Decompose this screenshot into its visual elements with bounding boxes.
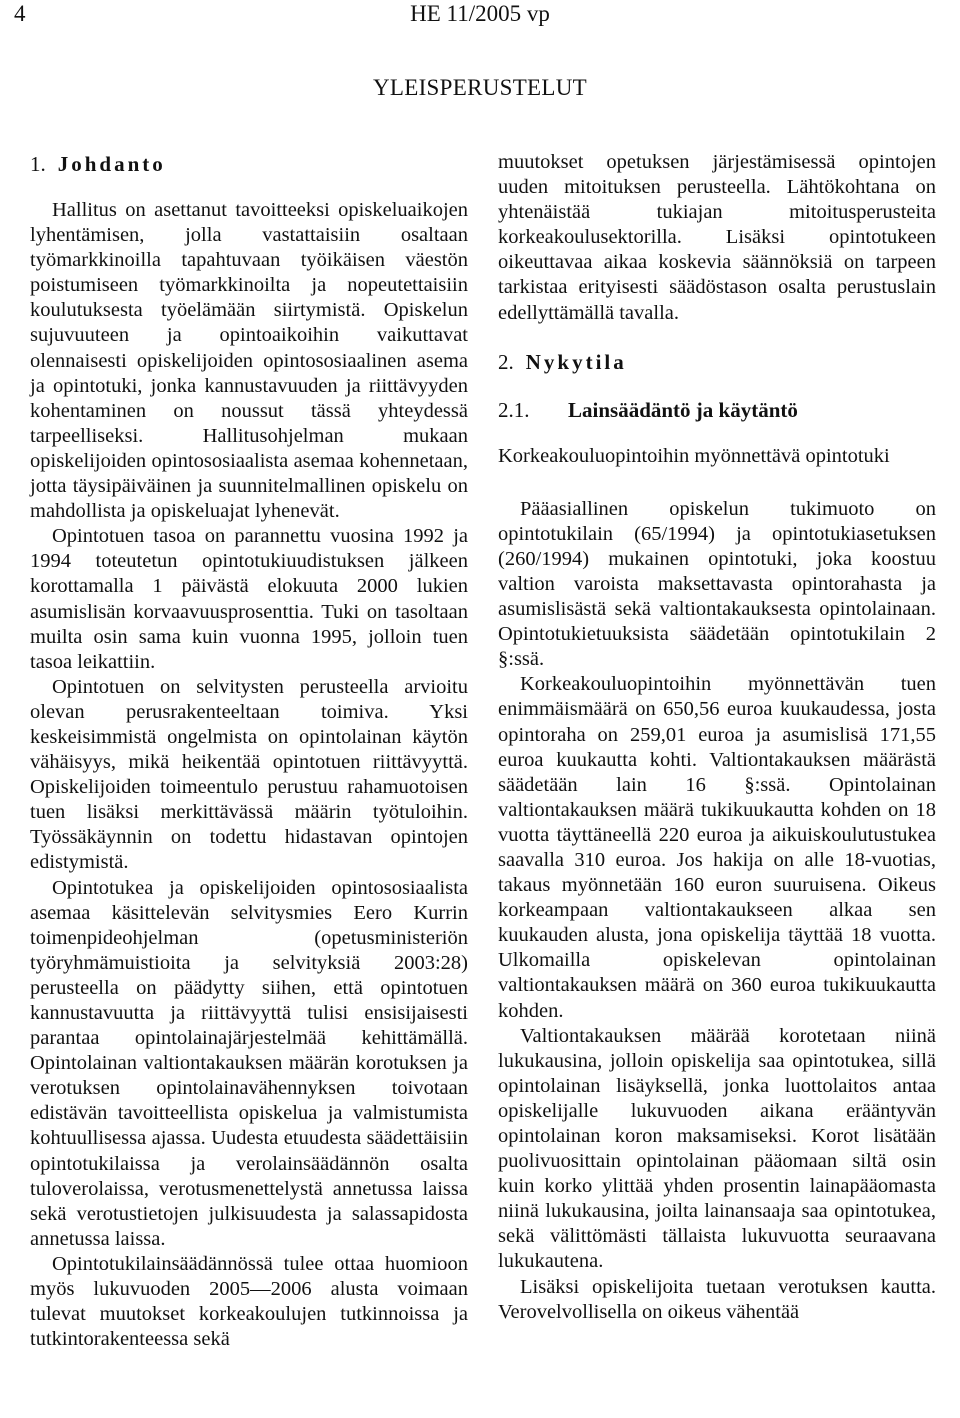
right-column	[498, 150, 936, 1325]
paragraph: Opintotuen on selvitysten perusteella arvioitu olevan perusrakenteeltaan toimiva. Yksi keskeisimmistä ongelmista on opintolainan käytön vähäisyys, mikä heikentää opintotuen riittävyyttä. Opiskelijoiden toimeentulo perustuu rahamuotoisen tuen lisäksi merkittävässä määrin työtuloihin. Työssäkäynnin on todettu hidastavan opintojen edistymistä.	[30, 675, 468, 874]
section-heading-2	[498, 348, 936, 376]
section-number: 1.	[30, 152, 46, 176]
paragraph: Hallitus on asettanut tavoitteeksi opiskeluaikojen lyhentämisen, jolla vastattaisiin osaltaan työmarkkinoilla tapahtuvaan työikäisen väestön poistumiseen työmarkkinoilta ja nopeutettaisiin koulutuksesta työelämään siirtymistä. Opiskelun sujuvuuteen ja opintoaikoihin vaikuttavat olennaisesti opiskelijoiden opintososiaalinen asema ja opintotuki, jonka kannustavuuden ja riittävyyden kohentaminen on noussut tässä yhteydessä tarpeelliseksi. Hallitusohjelman mukaan opiskelijoiden opintososiaalista asemaa kohennetaan, jotta täysipäiväinen ja suunnitelmallinen opiskelu on mahdollista ja opiskeluajat lyhenevät.	[30, 199, 468, 523]
paragraph: Opintotukea ja opiskelijoiden opintososiaalista asemaa käsittelevän selvitysmies Eero Kurrin toimenpideohjelman (opetusministeriön työryhmämuistioita ja selvityksiä 2003:28) perusteella on päädytty siihen, että opintotuen kannustavuutta ja riittävyyttä tulisi ensisijaisesti parantaa opintolainajärjestelmää kehittämällä. Opintolainan valtiontakauksen määrän korotuksen ja verotuksen opintolainavähennyksen toivotaan edistävän tavoitteellista opiskelua ja valmistumista kohtuullisessa ajassa. Uudesta etuudesta säädettäisiin opintotukilaissa ja verolainsäädännön osalta tuloverolaissa, verotusmenettelystä annetussa laissa sekä verotustietojen julkisuudesta ja salassapidosta annetussa laissa.	[30, 876, 468, 1250]
section-heading-1	[30, 150, 468, 178]
paragraph: Valtiontakauksen määrää korotetaan niinä lukukausina, jolloin opiskelija saa opintotukea, sillä opintolainan lisäyksellä, jonka luottolaitos antaa opiskelijalle lukuvuoden aikana erääntyvän opintolainan koron maksamiseksi. Korot lisätään puolivuosittain opintolainan pääomaan siltä osin kuin korko ylittää yhden prosentin lainapääomasta niinä lukukausina, joilta lainansaaja saa opintotukea, sekä välittömästi tällaista lukuvuotta seuraavana lukukautena.	[498, 1024, 936, 1273]
left-column	[30, 150, 468, 1352]
paragraph: Lisäksi opiskelijoita tuetaan verotuksen kautta. Verovelvollisella on oikeus vähentää	[498, 1275, 936, 1323]
subheading: Korkeakouluopintoihin myönnettävä opintotuki	[498, 444, 890, 467]
paragraph: Opintotukilainsäädännössä tulee ottaa huomioon myös lukuvuoden 2005—2006 alusta voimaan tulevat muutokset korkeakoulujen tutkinnoissa ja tutkintorakenteessa sekä	[30, 1252, 468, 1351]
paragraph: Opintotuen tasoa on parannettu vuosina 1992 ja 1994 toteutetun opintotukiuudistuksen jälkeen korottamalla 1 päivästä elokuuta 2000 lukien asumislisän korvaavuusprosenttia. Tuki on tasoltaan muilta osin sama kuin vuonna 1995, jolloin tuen tasoa leikattiin.	[30, 525, 468, 673]
page-number: 4	[14, 1, 26, 26]
section-title: Nykytila	[525, 349, 627, 374]
subsection-heading	[498, 396, 936, 424]
document-id: HE 11/2005 vp	[410, 1, 550, 26]
subsection-number: 2.1.	[498, 397, 530, 422]
section-title: Johdanto	[57, 152, 166, 176]
paragraph: Korkeakouluopintoihin myönnettävän tuen enimmäismäärä on 650,56 euroa kuukaudessa, josta opintoraha on 259,01 euroa ja asumislisä 171,55 euroa kuukautta kohti. Valtiontakauksen määrästä säädetään lain 16 §:ssä. Opintolainan valtiontakauksen määrä tukikuukautta kohden on 18 vuotta täyttäneellä 220 euroa ja aikuiskoulutustukea saavalla 310 euroa. Jos hakija on alle 18-vuotias, takaus myönnetään 160 euron suuruisena. Oikeus korkeampaan valtiontakaukseen alkaa sen kuukauden alusta, jona opiskelija täyttää 18 vuotta. Ulkomailla opiskelevan opintolainan valtiontakauksen määrä on 360 euroa tukikuukautta kohden.	[498, 673, 936, 1022]
section-number: 2.	[498, 349, 514, 374]
paragraph-continued: muutokset opetuksen järjestämisessä opintojen uuden mitoituksen perusteella. Lähtökohtana on yhtenäistää tukiajan mitoitusperusteita korkeakoulusektorilla. Lisäksi opintotukeen oikeuttavaa aikaa koskevia säännöksiä on tarpeen tarkistaa erityisesti säädöstason osalta perustuslain edellyttämällä tavalla.	[498, 151, 936, 324]
subsection-title: Lainsäädäntö ja käytäntö	[568, 397, 798, 422]
paragraph: Pääasiallinen opiskelun tukimuoto on opintotukilain (65/1994) ja opintotukiasetuksen (260/1994) mukainen opintotuki, joka koostuu valtion varoista maksettavasta opintorahasta ja asumislisästä sekä valtiontakauksesta opintolainaan. Opintotukietuuksista säädetään opintotukilain 2 §:ssä.	[498, 497, 936, 671]
page-title: YLEISPERUSTELUT	[372, 75, 588, 100]
